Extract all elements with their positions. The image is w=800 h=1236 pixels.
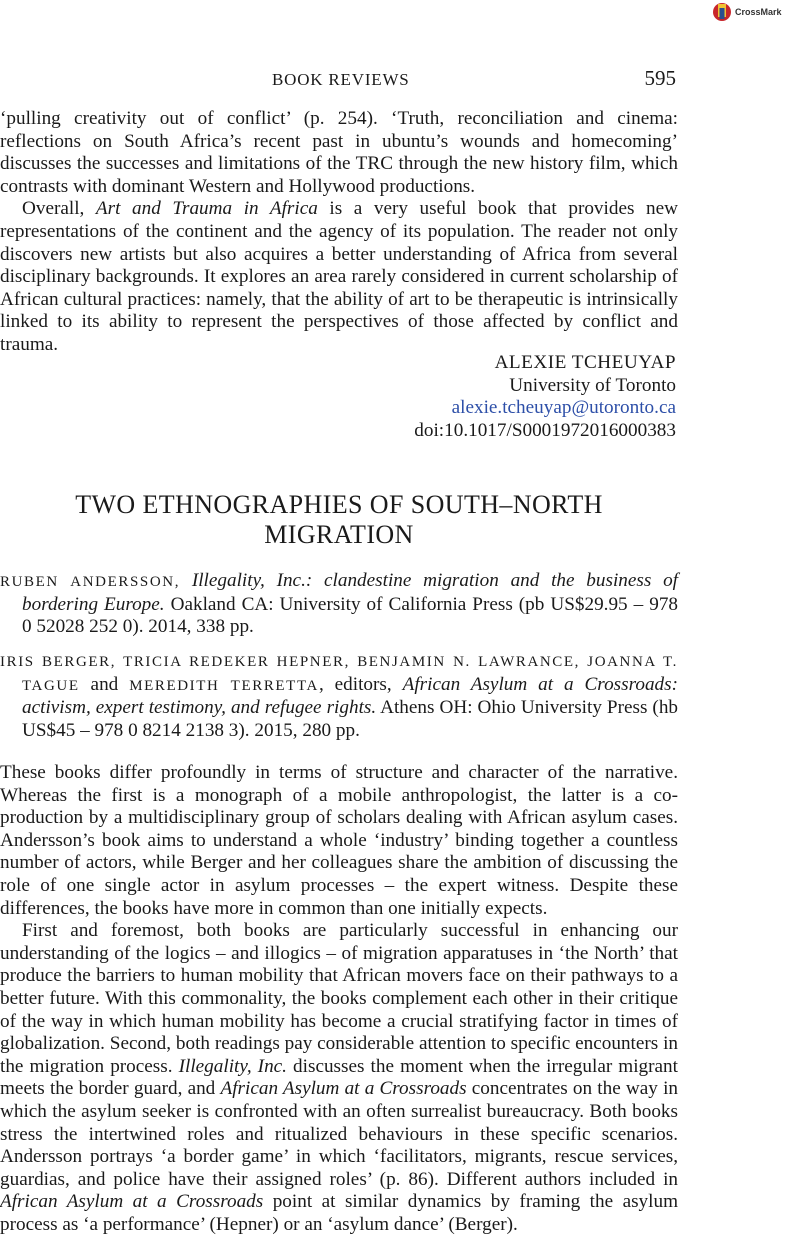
reviewer-name: ALEXIE TCHEUYAP bbox=[494, 352, 676, 373]
paragraph: First and foremost, both books are particularly successful in enhancing our understanding of the logics – and illogics – of migration apparatuses in ‘the North’ that produce the barriers to human mobility that African movers face on their pathways to a better future. With this commonality, the books complement each other in their critique of the way in which human mobility has become a crucial stratifying factor in times of globalization. Second, both readings pay considerable attention to specific encounters in the migration process. Illegality, Inc. discusses the moment when the irregular migrant meets the border guard, and African Asylum at a Crossroads concentrates on the way in which the asylum seeker is confronted with an often surrealist bureaucracy. Both books stress the intertwined roles and ritualized behaviours in these specific scenarios. Andersson portrays ‘a border game’ in which ‘facilitators, migrants, rescue services, guardias, and police have their assigned roles’ (p. 86). Different authors included in African Asylum at a Crossroads point at similar dynamics by framing the asylum process as ‘a performance’ (Hepner) or an ‘asylum dance’ (Berger). bbox=[0, 920, 679, 1235]
crossmark-icon bbox=[712, 0, 732, 24]
book-details: Athens OH: Ohio University Press (hb US$45 – 978 0 8214 2138 3). 2015, 280 pp. bbox=[22, 697, 679, 741]
book-authors: IRIS BERGER, TRICIA REDEKER HEPNER, BENJAMIN N. LAWRANCE, JOANNA T. TAGUE bbox=[0, 654, 678, 694]
book-title: African Asylum at a Crossroads bbox=[220, 1078, 467, 1100]
book-title: African Asylum at a Crossroads bbox=[0, 1191, 264, 1213]
book-citation-2: IRIS BERGER, TRICIA REDEKER HEPNER, BENJAMIN N. LAWRANCE, JOANNA T. TAGUE and MEREDITH TERRETTA, editors, African Asylum at a Crossroads: activism, expert testimony, and refugee rights. Athens OH: Ohio University Press (hb US$45 – 978 0 8214 2138 3). 2015, 280 pp. bbox=[0, 654, 679, 741]
running-header bbox=[0, 68, 800, 92]
book-last-author: MEREDITH TERRETTA bbox=[129, 677, 319, 694]
crossmark-label: CrossMark bbox=[735, 7, 782, 17]
running-title: BOOK REVIEWS bbox=[272, 70, 410, 89]
reviewer-affiliation: University of Toronto bbox=[509, 374, 676, 396]
book-title: Illegality, Inc.: clandestine migration and the business of bordering Europe. bbox=[22, 570, 678, 615]
page-number: 595 bbox=[644, 66, 676, 90]
paragraph: ‘pulling creativity out of conflict’ (p. 254). ‘Truth, reconciliation and cinema: reflections on South Africa’s recent past in ubuntu’s wounds and homecoming’ discusses the successes and limitations of the TRC through the new history film, which contrasts with dominant Western and Hollywood productions. bbox=[0, 108, 678, 197]
paragraph: These books differ profoundly in terms of structure and character of the narrative. Whereas the first is a monograph of a mobile anthropologist, the latter is a co-production by a multidisciplinary group of scholars dealing with African asylum cases. Andersson’s book aims to understand a whole ‘industry’ binding together a countless number of actors, while Berger and her colleagues share the ambition of discussing the role of one single actor in asylum processes – the expert witness. Despite these differences, the books have more in common than one initially expects. bbox=[0, 762, 678, 919]
review-body bbox=[0, 762, 678, 1236]
reviewer-email-link[interactable]: alexie.tcheuyap@utoronto.ca bbox=[451, 397, 676, 419]
book-title: Illegality, Inc. bbox=[178, 1055, 287, 1077]
book-title: Art and Trauma in Africa bbox=[95, 198, 318, 220]
book-title: African Asylum at a Crossroads: activism, expert testimony, and refugee rights. bbox=[22, 673, 678, 719]
book-details: Oakland CA: University of California Press (pb US$29.95 – 978 0 52028 252 0). 2014, 338 pp. bbox=[22, 593, 679, 638]
previous-review-body bbox=[0, 108, 678, 357]
crossmark-badge[interactable] bbox=[712, 0, 792, 24]
book-citation-1 bbox=[0, 570, 678, 639]
doi: doi:10.1017/S0001972016000383 bbox=[414, 419, 676, 441]
reviewer-signature bbox=[414, 352, 676, 442]
book-author: RUBEN ANDERSSON, bbox=[0, 574, 181, 590]
review-title: TWO ETHNOGRAPHIES OF SOUTH–NORTH MIGRATION bbox=[75, 490, 603, 549]
paragraph: Overall, Art and Trauma in Africa is a very useful book that provides new representations of the continent and the agency of its population. The reader not only discovers new artists but also acquires a better understanding of Africa from several disciplinary backgrounds. It explores an area rarely considered in current scholarship of African cultural practices: namely, that the ability of art to be therapeutic is intrinsically linked to its ability to represent the perspectives of those affected by conflict and trauma. bbox=[0, 198, 678, 355]
